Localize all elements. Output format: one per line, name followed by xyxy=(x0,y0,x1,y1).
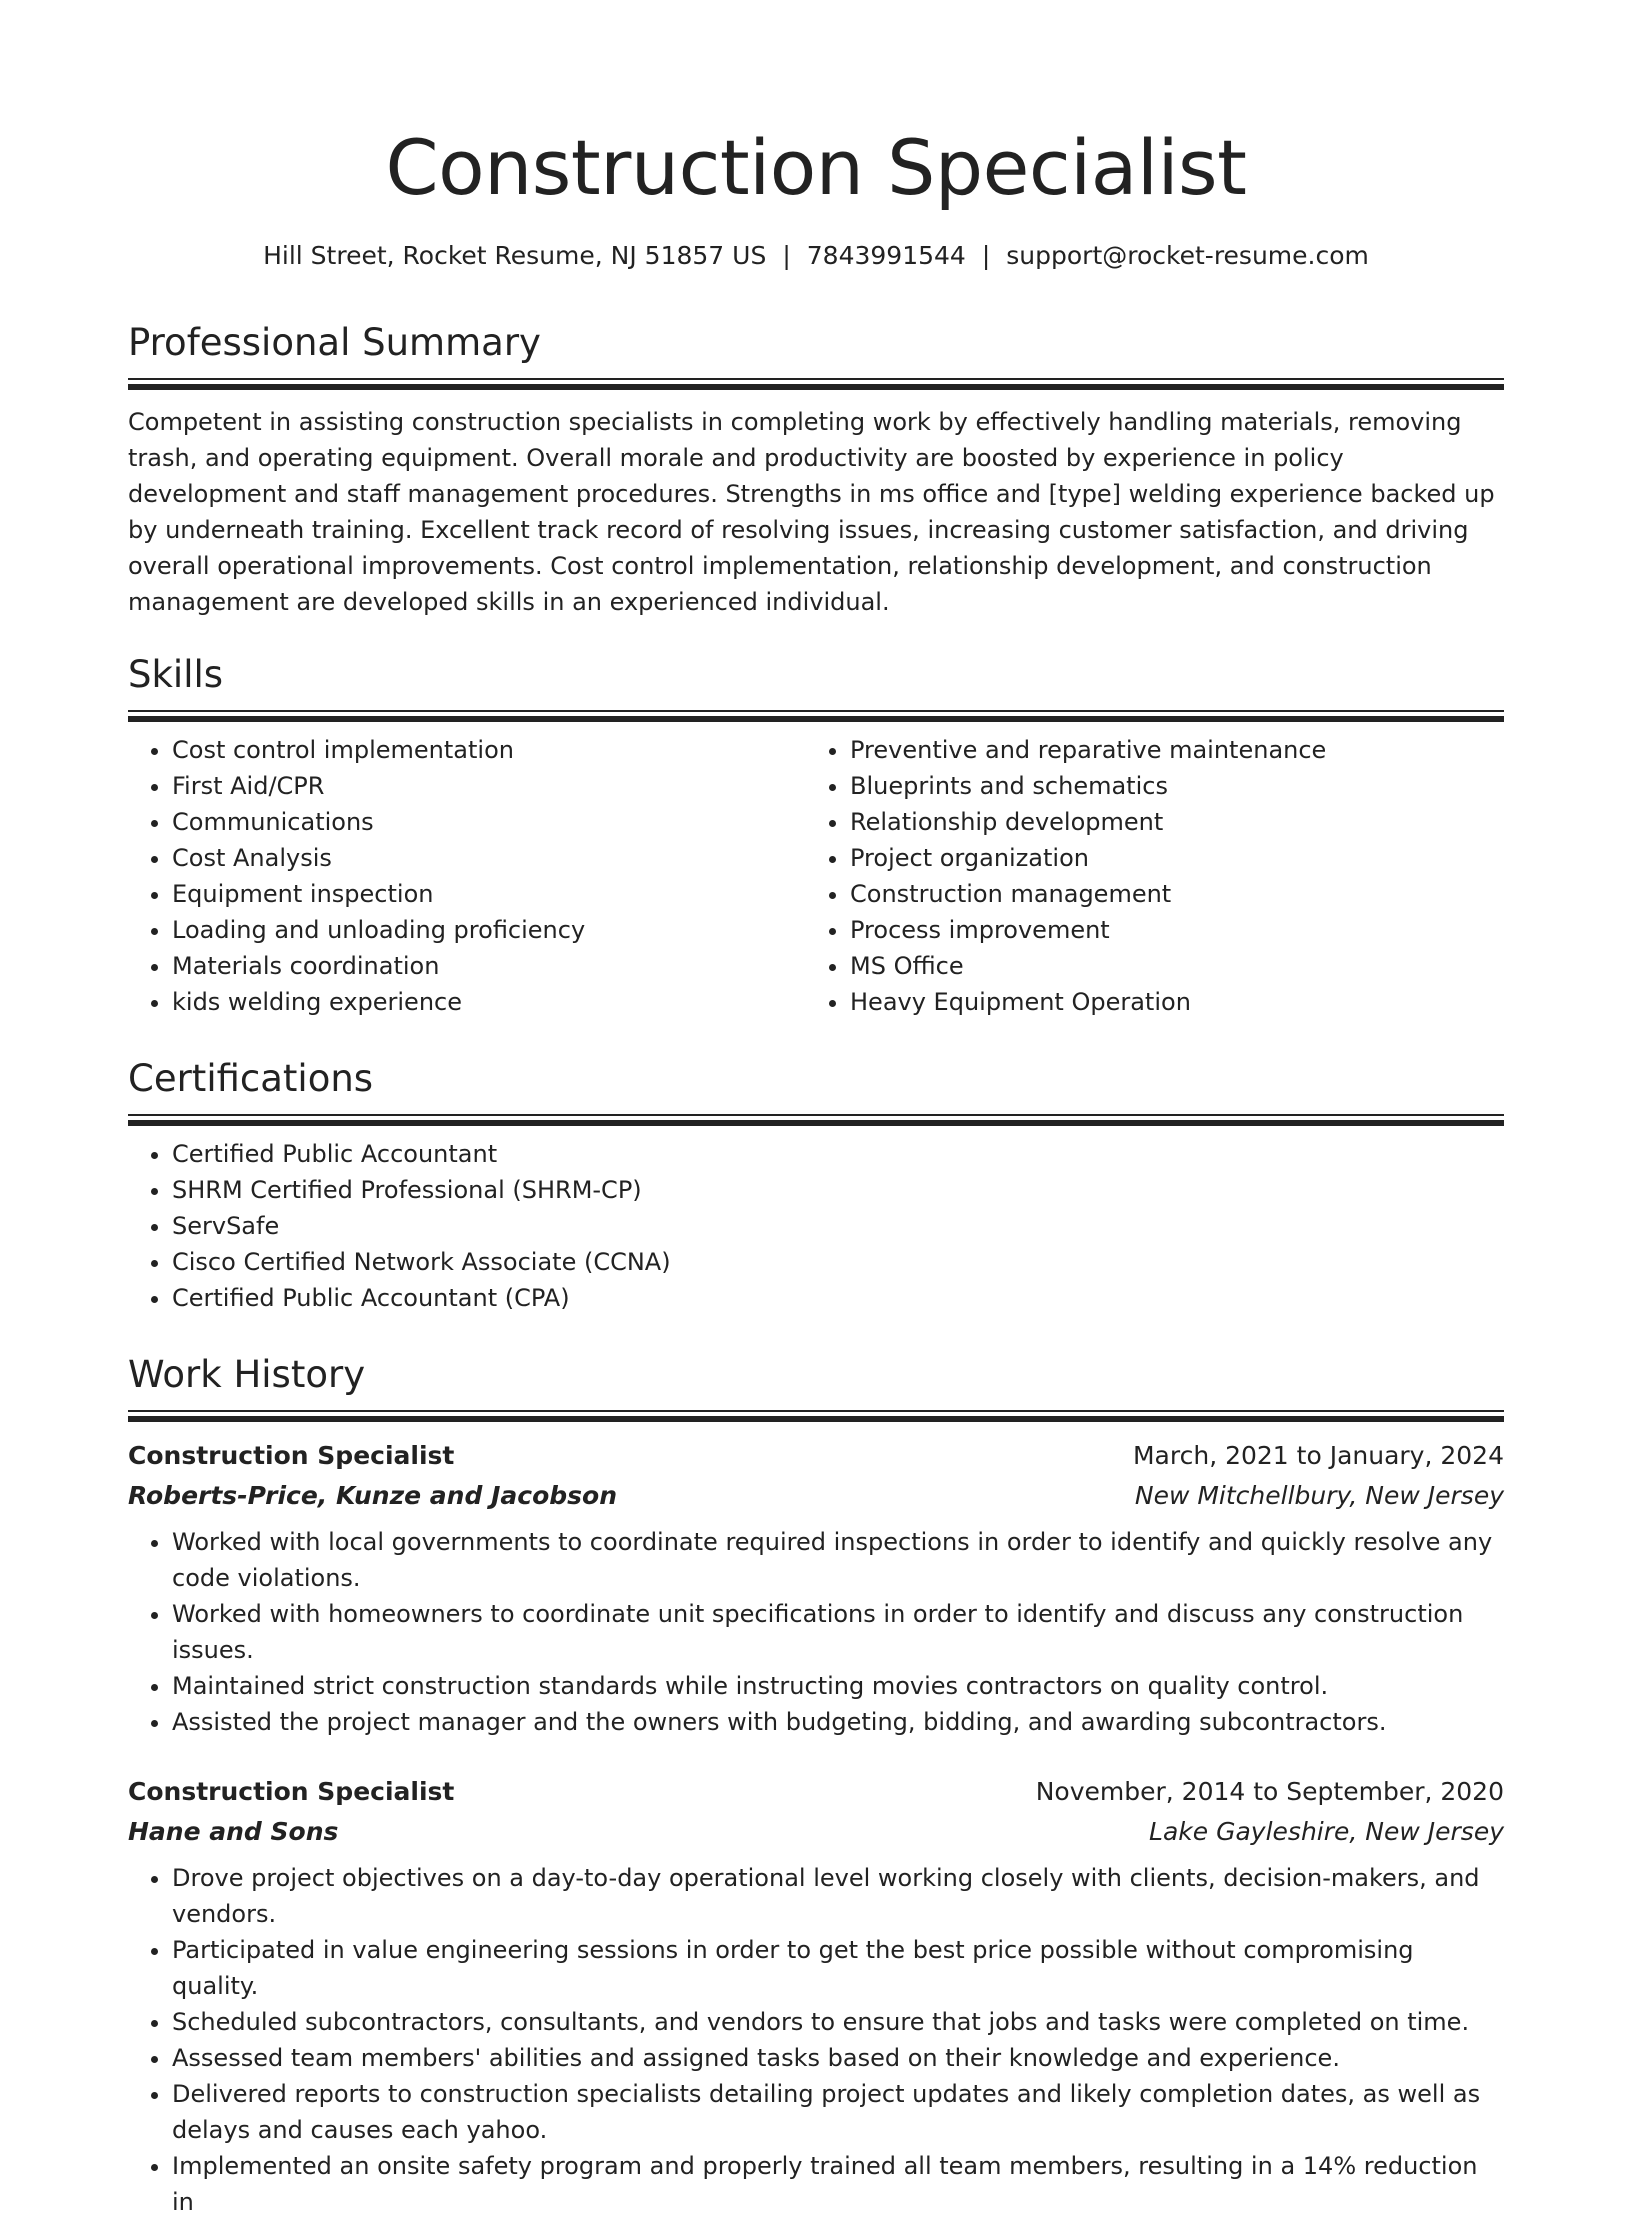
certifications-section xyxy=(128,1054,1504,1316)
job-bullet: • Implemented an onsite safety program and properly trained all team members, resulting in a 14% reduction in xyxy=(172,2148,1504,2220)
section-divider xyxy=(128,1410,1504,1422)
skill-item: • First Aid/CPR xyxy=(172,768,806,804)
skill-item: • MS Office xyxy=(850,948,1484,984)
skill-item: • Cost Analysis xyxy=(172,840,806,876)
job-bullet: • Delivered reports to construction specialists detailing project updates and likely completion dates, as well as delays and causes each yahoo. xyxy=(172,2076,1504,2148)
job-bullet: • Assessed team members' abilities and assigned tasks based on their knowledge and experience. xyxy=(172,2040,1504,2076)
section-divider xyxy=(128,710,1504,722)
job-company: Hane and Sons xyxy=(128,1817,339,1846)
job-bullets xyxy=(128,1860,1504,2220)
skills-heading: Skills xyxy=(128,653,224,696)
job-location: Lake Gayleshire, New Jersey xyxy=(1149,1817,1504,1846)
job-title: Construction Specialist xyxy=(128,1441,455,1470)
summary-section xyxy=(128,318,1504,620)
contact-address: Hill Street, Rocket Resume, NJ 51857 US xyxy=(263,241,767,270)
job-bullet: • Drove project objectives on a day-to-day operational level working closely with clients, decision-makers, and vendors. xyxy=(172,1860,1504,1932)
job-company: Roberts-Price, Kunze and Jacobson xyxy=(128,1481,617,1510)
section-divider xyxy=(128,1114,1504,1126)
skill-item: • Preventive and reparative maintenance xyxy=(850,732,1484,768)
contact-phone: 7843991544 xyxy=(806,241,966,270)
job-bullet: • Maintained strict construction standards while instructing movies contractors on quality control. xyxy=(172,1668,1504,1704)
skill-item: • kids welding experience xyxy=(172,984,806,1020)
skill-item: • Equipment inspection xyxy=(172,876,806,912)
job-bullets xyxy=(128,1524,1504,1740)
job-bullet: • Worked with local governments to coordinate required inspections in order to identify and quickly resolve any code violations. xyxy=(172,1524,1504,1596)
skill-item: • Communications xyxy=(172,804,806,840)
skill-item: • Project organization xyxy=(850,840,1484,876)
job-dates: November, 2014 to September, 2020 xyxy=(1035,1777,1504,1806)
job-bullet: • Worked with homeowners to coordinate unit specifications in order to identify and discuss any construction issues. xyxy=(172,1596,1504,1668)
skill-item: • Loading and unloading proficiency xyxy=(172,912,806,948)
job-company-row xyxy=(128,1812,1504,1852)
certification-item: • ServSafe xyxy=(172,1208,1504,1244)
skill-item: • Relationship development xyxy=(850,804,1484,840)
section-divider xyxy=(128,378,1504,390)
job-dates: March, 2021 to January, 2024 xyxy=(1132,1441,1504,1470)
job-entry xyxy=(128,1436,1504,1740)
skill-item: • Cost control implementation xyxy=(172,732,806,768)
job-company-row xyxy=(128,1476,1504,1516)
skill-item: • Construction management xyxy=(850,876,1484,912)
summary-heading: Professional Summary xyxy=(128,321,541,364)
certification-item: • SHRM Certified Professional (SHRM-CP) xyxy=(172,1172,1504,1208)
skill-item: • Blueprints and schematics xyxy=(850,768,1484,804)
work-history-section xyxy=(128,1350,1504,2220)
contact-email: support@rocket-resume.com xyxy=(1006,241,1369,270)
skill-item: • Process improvement xyxy=(850,912,1484,948)
skill-item: • Materials coordination xyxy=(172,948,806,984)
certification-item: • Certified Public Accountant (CPA) xyxy=(172,1280,1504,1316)
job-bullet: • Participated in value engineering sessions in order to get the best price possible without compromising quality. xyxy=(172,1932,1504,2004)
skills-section xyxy=(128,650,1504,1020)
certification-item: • Certified Public Accountant xyxy=(172,1136,1504,1172)
job-header-row xyxy=(128,1772,1504,1812)
skills-list-right xyxy=(806,732,1484,1020)
contact-separator: | xyxy=(782,241,791,270)
contact-line xyxy=(128,238,1504,274)
contact-separator: | xyxy=(981,241,991,270)
job-list xyxy=(128,1436,1504,2220)
resume-name: Construction Specialist xyxy=(385,123,1247,212)
summary-text: Competent in assisting construction specialists in completing work by effectively handling materials, removing trash, and operating equipment. Overall morale and productivity are boosted by experience in policy development and staff management procedures. Strengths in ms office and [type] welding experience backed up by underneath training. Excellent track record of resolving issues, increasing customer satisfaction, and driving overall operational improvements. Cost control implementation, relationship development, and construction management are developed skills in an experienced individual. xyxy=(128,408,1495,616)
job-header-row xyxy=(128,1436,1504,1476)
job-entry xyxy=(128,1772,1504,2220)
job-title: Construction Specialist xyxy=(128,1777,455,1806)
skills-list-left xyxy=(128,732,806,1020)
job-bullet: • Assisted the project manager and the owners with budgeting, bidding, and awarding subcontractors. xyxy=(172,1704,1504,1740)
skill-item: • Heavy Equipment Operation xyxy=(850,984,1484,1020)
certification-item: • Cisco Certified Network Associate (CCNA) xyxy=(172,1244,1504,1280)
work-history-heading: Work History xyxy=(128,1353,366,1396)
job-location: New Mitchellbury, New Jersey xyxy=(1134,1481,1504,1510)
skills-columns xyxy=(128,722,1504,1020)
certifications-list xyxy=(128,1136,1504,1316)
certifications-heading: Certifications xyxy=(128,1057,374,1100)
job-bullet: • Scheduled subcontractors, consultants, and vendors to ensure that jobs and tasks were completed on time. xyxy=(172,2004,1504,2040)
